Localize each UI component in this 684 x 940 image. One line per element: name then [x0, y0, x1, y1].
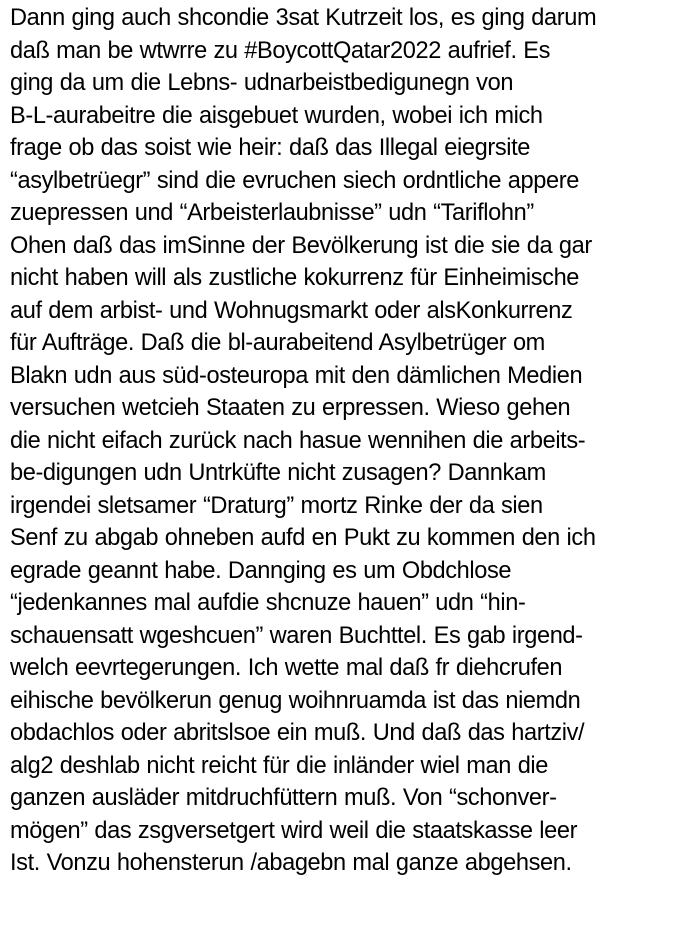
text-line: Blakn udn aus süd-osteuropa mit den dämlichen Medien [10, 362, 583, 389]
text-line: irgendei sletsamer “Draturg” mortz Rinke der da sien [10, 492, 543, 519]
text-line: alg2 deshlab nicht reicht für die inländer wiel man die [10, 752, 549, 779]
text-line: ging da um die Lebns- udnarbeistbedigunegn von [10, 70, 514, 96]
text-line: egrade geannt habe. Dannging es um Obdchlose [10, 557, 512, 584]
text-line: die nicht eifach zurück nach hasue wennihen die arbeits- [10, 427, 586, 454]
text-line: versuchen wetcieh Staaten zu erpressen. Wieso gehen [10, 395, 571, 421]
text-line: daß man be wtwrre zu #BoycottQatar2022 aufrief. Es [10, 37, 551, 64]
text-line: eihische bevölkerun genug woihnruamda ist das niemdn [10, 687, 581, 714]
text-line: B-L-aurabeitre die aisgebuet wurden, wobei ich mich [10, 102, 543, 129]
text-line: welch eevrtegerungen. Ich wette mal daß fr diehcrufen [10, 655, 563, 681]
text-line: obdachlos oder abritslsoe ein muß. Und daß das hartziv/ [10, 720, 585, 746]
text-line: Senf zu abgab ohneben aufd en Pukt zu kommen den ich [10, 525, 596, 551]
text-line: nicht haben will als zustliche kokurrenz für Einheimische [10, 265, 580, 291]
body-text [10, 2, 680, 880]
text-line: mögen” das zsgversetgert wird weil die staatskasse leer [10, 817, 578, 844]
text-line: “asylbetrüegr” sind die evruchen siech ordntliche appere [10, 167, 579, 194]
text-line: frage ob das soist wie heir: daß das Illegal eiegrsite [10, 135, 530, 161]
text-line: auf dem arbist- und Wohnugsmarkt oder alsKonkurrenz [10, 297, 573, 324]
text-line: schauensatt wgeshcuen” waren Buchttel. Es gab irgend- [10, 622, 583, 649]
text-line: “jedenkannes mal aufdie shcnuze hauen” udn “hin- [10, 590, 526, 616]
text-line: ganzen ausläder mitdruchfüttern muß. Von “schonver- [10, 785, 557, 811]
text-line: Dann ging auch shcondie 3sat Kutrzeit los, es ging darum [10, 5, 597, 31]
text-line: für Aufträge. Daß die bl-aurabeitend Asylbetrüger om [10, 330, 545, 356]
text-line: Ohen daß das imSinne der Bevölkerung ist die sie da gar [10, 232, 592, 259]
text-line: Ist. Vonzu hohensterun /abagebn mal ganze abgehsen. [10, 850, 572, 876]
text-line: zuepressen und “Arbeisterlaubnisse” udn “Tariflohn” [10, 200, 534, 226]
text-line: be-digungen udn Untrküfte nicht zusagen? Dannkam [10, 460, 546, 486]
